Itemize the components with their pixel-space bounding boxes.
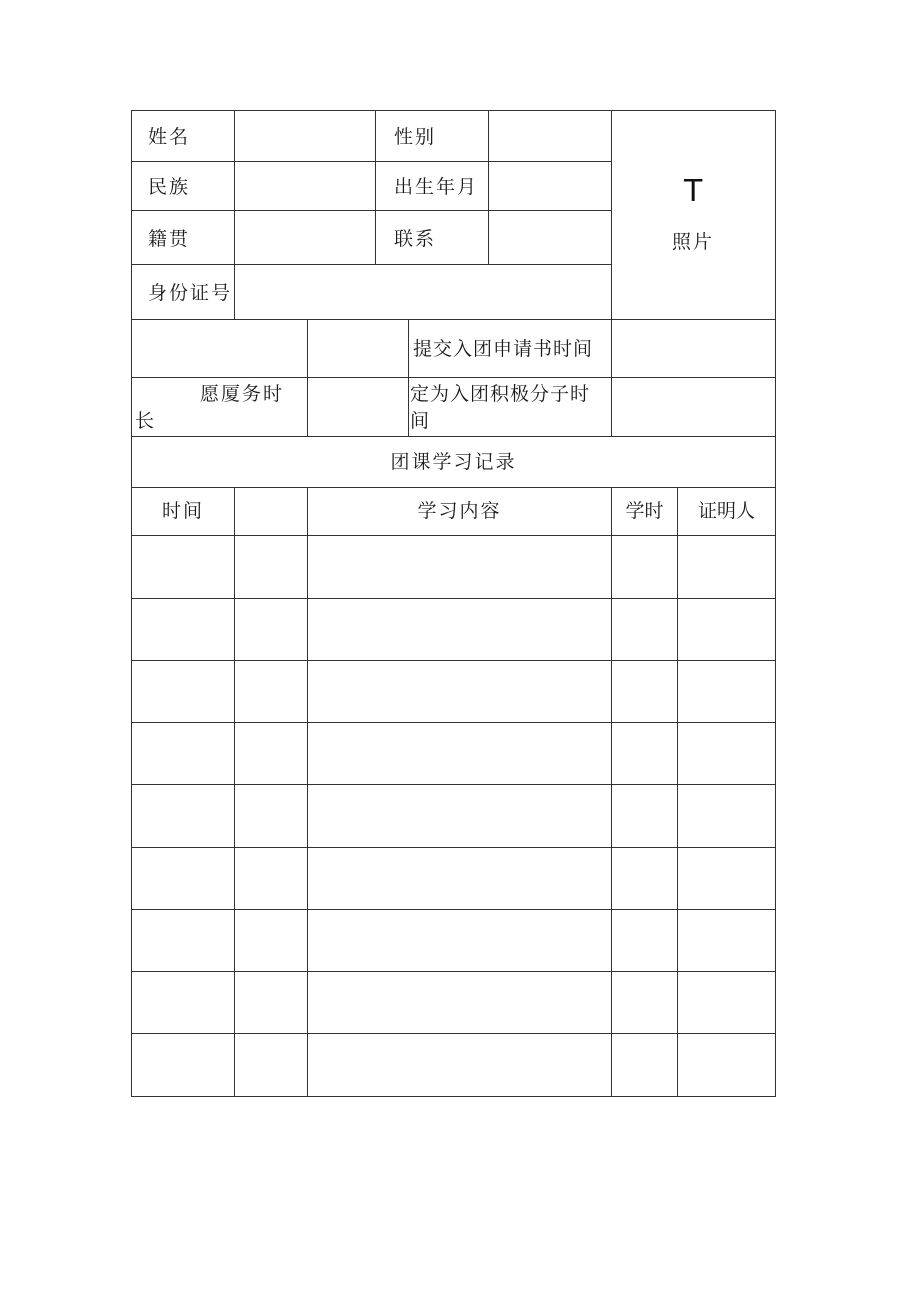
volunteer-hours-field[interactable]: [308, 378, 408, 436]
header-content: 学习内容: [417, 500, 502, 522]
id-number-label: 身份证号: [148, 282, 233, 304]
table-bottom-border: [131, 1096, 776, 1097]
table-row[interactable]: [132, 661, 775, 722]
ethnicity-label: 民族: [148, 176, 191, 198]
study-record-title: 团课学习记录: [390, 451, 517, 473]
table-row[interactable]: [132, 536, 775, 598]
photo-mark: T: [684, 174, 703, 209]
gender-field[interactable]: [489, 111, 611, 161]
row-divider: [131, 487, 776, 488]
header-time: 时间: [161, 500, 204, 522]
application-blank-cell[interactable]: [132, 320, 307, 377]
gender-label: 性别: [394, 126, 437, 148]
birth-date-label: 出生年月: [394, 176, 479, 198]
activist-time-label-line2: 间: [410, 410, 432, 432]
col-divider: [375, 110, 376, 265]
table-row[interactable]: [132, 910, 775, 971]
table-row[interactable]: [132, 848, 775, 909]
contact-field[interactable]: [489, 211, 611, 264]
activist-time-label-line1: 定为入团积极分子时: [410, 383, 591, 405]
birth-date-field[interactable]: [489, 162, 611, 210]
header-witness: 证明人: [697, 500, 755, 522]
header-hours: 学时: [625, 500, 664, 522]
submit-application-time-field[interactable]: [612, 320, 775, 377]
table-row[interactable]: [132, 972, 775, 1033]
table-row[interactable]: [132, 599, 775, 660]
volunteer-hours-label-line2: 长: [135, 410, 157, 432]
name-label: 姓名: [148, 126, 191, 148]
submit-application-time-label: 提交入团申请书时间: [413, 338, 594, 360]
id-number-field[interactable]: [235, 265, 611, 319]
volunteer-hours-label-line1: 愿厦务时: [200, 383, 285, 405]
photo-box[interactable]: [612, 111, 775, 319]
contact-label: 联系: [394, 228, 437, 250]
row-divider: [131, 436, 776, 437]
native-place-field[interactable]: [235, 211, 375, 264]
table-row[interactable]: [132, 785, 775, 847]
application-blank-cell[interactable]: [308, 320, 408, 377]
table-row[interactable]: [132, 723, 775, 784]
table-right-border: [775, 110, 776, 1097]
native-place-label: 籍贯: [148, 228, 191, 250]
activist-time-field[interactable]: [612, 378, 775, 436]
table-row[interactable]: [132, 1034, 775, 1096]
ethnicity-field[interactable]: [235, 162, 375, 210]
photo-label: 照片: [672, 231, 715, 253]
col-divider: [408, 319, 409, 437]
name-field[interactable]: [235, 111, 375, 161]
